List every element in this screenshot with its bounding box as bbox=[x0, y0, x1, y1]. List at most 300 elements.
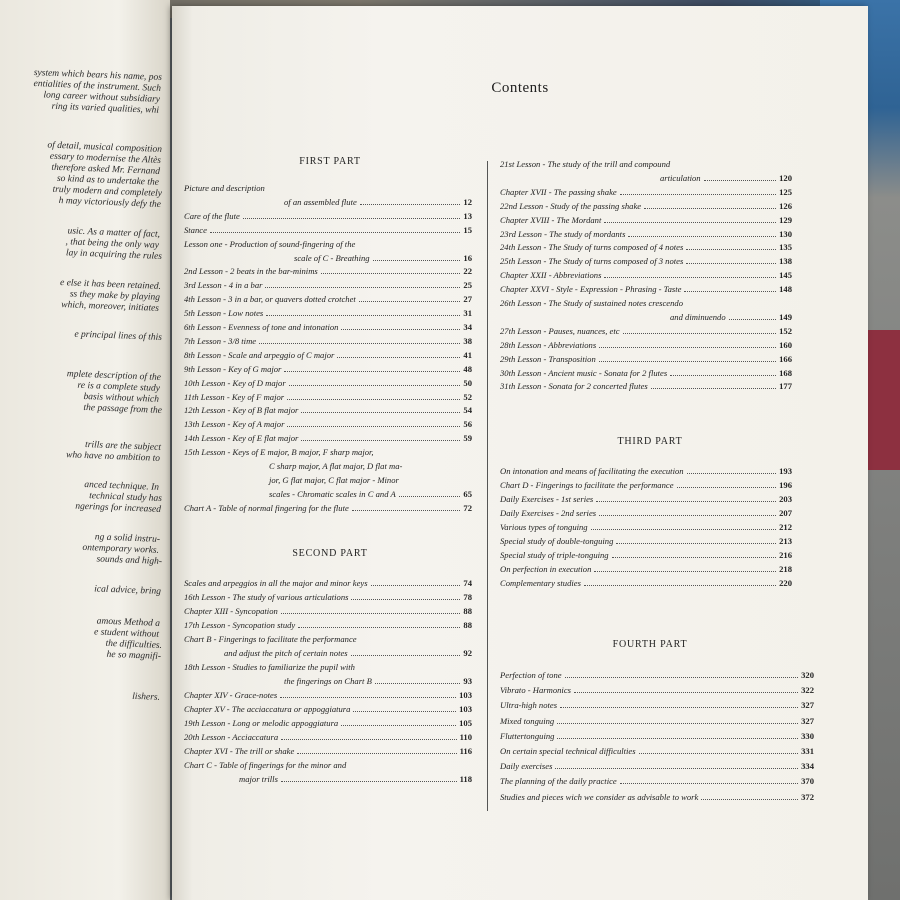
toc-leader-dots bbox=[701, 799, 798, 800]
toc-entry-title: Chart D - Fingerings to facilitate the performance bbox=[500, 480, 674, 490]
toc-entry-title: 31th Lesson - Sonata for 2 concerted flutes bbox=[500, 381, 648, 392]
toc-entry-title: 18th Lesson - Studies to familiarize the pupil with bbox=[184, 662, 355, 672]
toc-entry-title: 28th Lesson - Abbreviations bbox=[500, 339, 597, 350]
toc-entry-title: Special study of triple-tonguing bbox=[500, 550, 609, 560]
toc-entry bbox=[184, 578, 472, 591]
toc-leader-dots bbox=[321, 273, 461, 274]
toc-entry bbox=[284, 676, 472, 689]
toc-entry-page: 370 bbox=[801, 776, 814, 787]
toc-entry-page: 322 bbox=[801, 685, 814, 696]
toc-entry-title: Daily Exercises - 1st series bbox=[500, 494, 594, 504]
toc-entry-title: Lesson one - Production of sound-fingering of the bbox=[184, 238, 356, 249]
toc-entry-title: articulation bbox=[660, 172, 701, 183]
toc-entry-page: 331 bbox=[801, 746, 814, 756]
toc-entry-title: 5th Lesson - Low notes bbox=[184, 308, 264, 319]
toc-entry bbox=[660, 173, 792, 186]
toc-entry-title: scales - Chromatic scales in C and A bbox=[269, 488, 396, 499]
toc-leader-dots bbox=[620, 783, 798, 784]
toc-entry-title: 26th Lesson - The Study of sustained notes crescendo bbox=[500, 298, 683, 308]
toc-leader-dots bbox=[628, 236, 776, 237]
toc-entry bbox=[184, 704, 472, 717]
toc-entry bbox=[184, 294, 472, 307]
toc-entry bbox=[500, 700, 814, 713]
toc-entry-title: 25th Lesson - The Study of turns composed of 3 notes bbox=[500, 256, 684, 267]
left-page-line: ontemporary works. bbox=[82, 542, 160, 556]
toc-leader-dots bbox=[704, 180, 777, 181]
toc-entry-title: Chapter XVI - The trill or shake bbox=[184, 746, 295, 756]
fourth-part-heading: FOURTH PART bbox=[612, 639, 688, 650]
toc-entry-page: 177 bbox=[779, 381, 792, 392]
toc-entry-page: 12 bbox=[463, 196, 472, 207]
toc-entry bbox=[500, 746, 814, 759]
toc-entry-title: 10th Lesson - Key of D major bbox=[184, 377, 286, 388]
toc-leader-dots bbox=[584, 585, 776, 586]
toc-entry-page: 320 bbox=[801, 670, 814, 680]
toc-entry-page: 129 bbox=[779, 214, 792, 225]
toc-entry-page: 54 bbox=[463, 405, 472, 416]
toc-entry-page: 116 bbox=[459, 746, 472, 756]
toc-leader-dots bbox=[623, 333, 777, 334]
column-divider bbox=[487, 161, 488, 811]
toc-leader-dots bbox=[297, 753, 456, 754]
toc-entry-title: Chapter XXII - Abbreviations bbox=[500, 270, 602, 281]
toc-entry-title: Chart B - Fingerings to facilitate the performance bbox=[184, 634, 357, 644]
toc-leader-dots bbox=[686, 249, 776, 250]
toc-leader-dots bbox=[687, 473, 777, 474]
toc-leader-dots bbox=[287, 426, 460, 427]
left-page-line: e principal lines of this bbox=[74, 329, 163, 343]
toc-entry-page: 160 bbox=[779, 339, 792, 350]
toc-entry-title: Chapter XVIII - The Mordant bbox=[500, 214, 602, 225]
toc-entry bbox=[500, 776, 814, 789]
toc-entry-title: 2nd Lesson - 2 beats in the bar-minims bbox=[184, 266, 318, 277]
toc-entry-title: 29th Lesson - Transposition bbox=[500, 353, 596, 364]
toc-entry bbox=[184, 620, 472, 633]
toc-entry-title: Perfection of tone bbox=[500, 670, 562, 680]
left-page-line: e else it has been retained. bbox=[59, 278, 162, 292]
toc-entry-title: Vibrato - Harmonics bbox=[500, 685, 571, 696]
toc-entry-title: 9th Lesson - Key of G major bbox=[184, 363, 282, 374]
toc-entry bbox=[184, 350, 472, 363]
toc-leader-dots bbox=[351, 655, 461, 656]
toc-entry-title: major trills bbox=[239, 774, 278, 784]
toc-entry-title: 16th Lesson - The study of various articulations bbox=[184, 592, 349, 602]
toc-entry bbox=[184, 308, 472, 321]
toc-entry-page: 120 bbox=[779, 172, 792, 183]
toc-entry-title: C sharp major, A flat major, D flat ma- bbox=[269, 461, 403, 471]
toc-entry bbox=[184, 634, 472, 647]
toc-entry-title: Chapter XIV - Grace-notes bbox=[184, 690, 278, 700]
second-part-heading: SECOND PART bbox=[292, 548, 368, 559]
toc-entry-page: 92 bbox=[463, 648, 472, 658]
toc-entry-title: scale of C - Breathing bbox=[294, 252, 370, 263]
left-page-line: ss they make by playing bbox=[69, 289, 161, 303]
left-page-line: ring its varied qualities, whi bbox=[51, 101, 160, 116]
toc-leader-dots bbox=[686, 263, 776, 264]
toc-leader-dots bbox=[596, 501, 776, 502]
toc-entry bbox=[269, 475, 472, 488]
toc-leader-dots bbox=[594, 571, 776, 572]
left-page-line: technical study has bbox=[88, 491, 163, 504]
toc-leader-dots bbox=[301, 412, 460, 413]
toc-entry-title: Chart A - Table of normal fingering for the flute bbox=[184, 502, 349, 513]
toc-entry-title: Ultra-high notes bbox=[500, 700, 558, 711]
toc-entry bbox=[284, 197, 472, 210]
toc-leader-dots bbox=[375, 683, 461, 684]
left-page-line: so kind as to undertake the bbox=[56, 173, 160, 188]
toc-entry bbox=[184, 732, 472, 745]
left-page-line: essary to modernise the Altès bbox=[49, 151, 162, 166]
contents-page bbox=[172, 6, 868, 900]
toc-entry-title: and diminuendo bbox=[670, 311, 726, 322]
toc-entry bbox=[500, 716, 814, 729]
toc-entry bbox=[294, 253, 472, 266]
left-page-line: re is a complete study bbox=[77, 380, 161, 394]
toc-entry-page: 145 bbox=[779, 270, 792, 281]
toc-entry-title: 7th Lesson - 3/8 time bbox=[184, 335, 257, 346]
toc-leader-dots bbox=[399, 496, 461, 497]
toc-entry bbox=[184, 718, 472, 731]
toc-entry-page: 218 bbox=[779, 564, 792, 574]
toc-leader-dots bbox=[555, 768, 798, 769]
toc-entry-title: jor, G flat major, C flat major - Minor bbox=[269, 474, 399, 485]
toc-entry-title: Various types of tonguing bbox=[500, 522, 588, 532]
left-page-line: sounds and high- bbox=[96, 554, 163, 567]
toc-entry bbox=[500, 466, 792, 479]
toc-leader-dots bbox=[341, 329, 460, 330]
toc-leader-dots bbox=[620, 194, 776, 195]
toc-entry bbox=[239, 774, 472, 787]
toc-entry-page: 74 bbox=[463, 578, 472, 588]
toc-leader-dots bbox=[557, 723, 798, 724]
left-page-line: truly modern and completely bbox=[52, 184, 163, 199]
left-page-line: usic. As a matter of fact, bbox=[67, 226, 161, 240]
toc-leader-dots bbox=[557, 738, 798, 739]
toc-entry-page: 93 bbox=[463, 676, 472, 686]
toc-entry bbox=[184, 760, 472, 773]
toc-entry-title: Complementary studies bbox=[500, 578, 581, 588]
left-page-line: ngerings for increased bbox=[75, 501, 162, 515]
left-page-line: he so magnifi- bbox=[106, 649, 162, 662]
toc-entry bbox=[184, 364, 472, 377]
toc-entry-title: 21st Lesson - The study of the trill and compound bbox=[500, 159, 671, 169]
toc-leader-dots bbox=[639, 753, 799, 754]
toc-entry-page: 126 bbox=[779, 200, 792, 211]
toc-entry bbox=[500, 522, 792, 535]
toc-entry-page: 78 bbox=[463, 592, 472, 602]
left-page-line: system which bears his name, pos bbox=[33, 68, 163, 83]
toc-entry bbox=[500, 761, 814, 774]
toc-entry bbox=[184, 378, 472, 391]
toc-leader-dots bbox=[243, 218, 461, 219]
toc-entry bbox=[500, 159, 792, 172]
toc-entry bbox=[184, 239, 472, 252]
toc-entry-page: 125 bbox=[779, 186, 792, 197]
left-page-line: who have no ambition to bbox=[65, 450, 161, 464]
page-title: Contents bbox=[491, 80, 549, 96]
toc-entry-page: 216 bbox=[779, 550, 792, 560]
toc-leader-dots bbox=[341, 725, 456, 726]
toc-entry-title: the fingerings on Chart B bbox=[284, 676, 372, 686]
toc-entry-title: Daily Exercises - 2nd series bbox=[500, 508, 597, 518]
toc-entry-page: 148 bbox=[779, 284, 792, 295]
left-page-line: basis without which bbox=[83, 391, 160, 405]
toc-leader-dots bbox=[298, 627, 460, 628]
toc-leader-dots bbox=[359, 301, 461, 302]
toc-entry-page: 213 bbox=[779, 536, 792, 546]
toc-entry bbox=[184, 280, 472, 293]
left-page-line: ng a solid instru- bbox=[94, 532, 161, 545]
toc-entry-page: 196 bbox=[779, 480, 792, 490]
toc-entry-title: Chart C - Table of fingerings for the minor and bbox=[184, 760, 347, 770]
toc-entry-page: 50 bbox=[463, 377, 472, 388]
toc-entry bbox=[269, 489, 472, 502]
toc-entry-page: 72 bbox=[463, 502, 472, 513]
toc-entry bbox=[500, 201, 792, 214]
toc-leader-dots bbox=[373, 260, 461, 261]
toc-entry-title: of an assembled flute bbox=[284, 196, 357, 207]
toc-entry bbox=[500, 368, 792, 381]
left-page-line: of detail, musical composition bbox=[47, 140, 163, 155]
toc-entry bbox=[184, 183, 472, 196]
toc-entry bbox=[500, 731, 814, 744]
toc-entry-title: Chapter XIII - Syncopation bbox=[184, 606, 278, 616]
toc-entry bbox=[184, 592, 472, 605]
toc-entry-title: 24th Lesson - The Study of turns composed of 4 notes bbox=[500, 242, 684, 253]
toc-entry-page: 25 bbox=[463, 280, 472, 291]
toc-entry-page: 15 bbox=[463, 224, 472, 235]
toc-leader-dots bbox=[729, 319, 776, 320]
toc-entry bbox=[184, 405, 472, 418]
toc-entry bbox=[500, 284, 792, 297]
left-page-line: therefore asked Mr. Fernand bbox=[51, 162, 161, 177]
toc-entry-page: 103 bbox=[459, 704, 472, 714]
left-page-line: mplete description of the bbox=[66, 369, 162, 383]
third-part-heading: THIRD PART bbox=[617, 436, 683, 447]
toc-entry-title: and adjust the pitch of certain notes bbox=[224, 648, 348, 658]
toc-entry-page: 52 bbox=[463, 391, 472, 402]
toc-entry bbox=[224, 648, 472, 661]
toc-entry bbox=[184, 225, 472, 238]
toc-leader-dots bbox=[351, 599, 460, 600]
toc-entry bbox=[500, 298, 792, 311]
toc-entry-page: 130 bbox=[779, 228, 792, 239]
toc-entry-title: 27th Lesson - Pauses, nuances, etc bbox=[500, 325, 620, 336]
toc-entry bbox=[500, 187, 792, 200]
toc-entry bbox=[184, 690, 472, 703]
toc-entry bbox=[184, 606, 472, 619]
toc-entry-title: Care of the flute bbox=[184, 210, 240, 221]
toc-entry-page: 31 bbox=[463, 308, 472, 319]
toc-entry-title: Fluttertonguing bbox=[500, 730, 555, 741]
toc-leader-dots bbox=[591, 529, 777, 530]
toc-entry bbox=[500, 215, 792, 228]
toc-entry-page: 135 bbox=[779, 242, 792, 253]
toc-leader-dots bbox=[604, 222, 776, 223]
toc-entry-title: 13th Lesson - Key of A major bbox=[184, 419, 285, 430]
toc-entry-page: 138 bbox=[779, 256, 792, 267]
toc-leader-dots bbox=[353, 711, 456, 712]
toc-entry-title: 14th Lesson - Key of E flat major bbox=[184, 433, 299, 444]
toc-leader-dots bbox=[599, 347, 776, 348]
toc-entry bbox=[184, 322, 472, 335]
toc-entry-page: 220 bbox=[779, 578, 792, 588]
left-page-line: , that being the only way bbox=[65, 237, 160, 251]
toc-entry-page: 103 bbox=[459, 690, 472, 700]
toc-entry bbox=[184, 662, 472, 675]
left-page-line: long career without subsidiary bbox=[43, 90, 161, 105]
left-page-line: the passage from the bbox=[83, 402, 163, 416]
toc-entry-title: Scales and arpeggios in all the major and minor keys bbox=[184, 578, 368, 588]
toc-entry bbox=[184, 447, 472, 460]
toc-entry-page: 334 bbox=[801, 761, 814, 772]
toc-entry bbox=[500, 256, 792, 269]
toc-entry-title: 4th Lesson - 3 in a bar, or quavers dotted crotchet bbox=[184, 294, 356, 305]
toc-entry bbox=[184, 392, 472, 405]
toc-entry-title: On certain special technical difficulties bbox=[500, 746, 636, 756]
left-page-line: h may victoriously defy the bbox=[58, 195, 162, 210]
toc-leader-dots bbox=[599, 515, 776, 516]
toc-entry bbox=[500, 508, 792, 521]
toc-entry bbox=[500, 670, 814, 683]
toc-entry bbox=[184, 746, 472, 759]
toc-leader-dots bbox=[265, 287, 460, 288]
toc-entry-title: 8th Lesson - Scale and arpeggio of C major bbox=[184, 349, 335, 360]
toc-entry-page: 38 bbox=[463, 335, 472, 346]
toc-leader-dots bbox=[560, 707, 798, 708]
toc-entry-title: Studies and pieces wich we consider as advisable to work bbox=[500, 791, 699, 802]
toc-leader-dots bbox=[352, 510, 461, 511]
toc-entry-page: 168 bbox=[779, 367, 792, 378]
left-page-line: lay in acquiring the rules bbox=[65, 248, 163, 262]
toc-entry-title: Mixed tonguing bbox=[500, 715, 555, 726]
toc-leader-dots bbox=[210, 232, 460, 233]
toc-entry-title: 15th Lesson - Keys of E major, B major, F sharp major, bbox=[184, 447, 374, 458]
toc-leader-dots bbox=[670, 375, 776, 376]
toc-entry-page: 203 bbox=[779, 494, 792, 504]
left-page-line: amous Method a bbox=[96, 616, 161, 629]
toc-entry bbox=[500, 381, 792, 394]
toc-leader-dots bbox=[371, 585, 461, 586]
toc-entry-page: 65 bbox=[463, 488, 472, 499]
toc-entry-title: On perfection in execution bbox=[500, 564, 592, 574]
toc-entry bbox=[500, 480, 792, 493]
left-page-line: the difficulties. bbox=[105, 638, 163, 651]
toc-entry bbox=[184, 433, 472, 446]
toc-entry-page: 56 bbox=[463, 419, 472, 430]
toc-entry-page: 27 bbox=[463, 294, 472, 305]
toc-entry-page: 118 bbox=[459, 774, 472, 784]
toc-leader-dots bbox=[360, 204, 461, 205]
toc-entry-page: 105 bbox=[459, 718, 472, 728]
left-page-line: lishers. bbox=[132, 691, 161, 703]
toc-entry-page: 34 bbox=[463, 322, 472, 332]
toc-leader-dots bbox=[259, 343, 460, 344]
toc-entry bbox=[500, 270, 792, 283]
toc-entry-page: 152 bbox=[779, 325, 792, 336]
toc-entry bbox=[500, 550, 792, 563]
toc-entry-page: 330 bbox=[801, 730, 814, 741]
toc-leader-dots bbox=[604, 277, 776, 278]
toc-entry-page: 166 bbox=[779, 353, 792, 364]
toc-entry-page: 48 bbox=[463, 363, 472, 374]
toc-entry-title: Chapter XXVI - Style - Expression - Phrasing - Taste bbox=[500, 284, 682, 295]
toc-leader-dots bbox=[266, 315, 460, 316]
toc-entry-page: 372 bbox=[801, 791, 814, 802]
toc-leader-dots bbox=[281, 781, 457, 782]
toc-entry-title: On intonation and means of facilitating the execution bbox=[500, 466, 684, 476]
toc-entry-title: 20th Lesson - Acciaccatura bbox=[184, 732, 279, 742]
toc-entry-title: Chapter XV - The acciaccatura or appoggiatura bbox=[184, 704, 351, 714]
toc-entry-page: 110 bbox=[459, 732, 472, 742]
toc-entry-page: 13 bbox=[463, 210, 472, 221]
left-page-line: which, moreover, initiates bbox=[61, 300, 160, 314]
toc-leader-dots bbox=[289, 385, 461, 386]
toc-entry-page: 327 bbox=[801, 700, 814, 711]
left-page-line: entialities of the instrument. Such bbox=[33, 79, 162, 94]
toc-entry-title: Special study of double-tonguing bbox=[500, 536, 614, 546]
toc-entry bbox=[500, 340, 792, 353]
toc-entry-title: 19th Lesson - Long or melodic appoggiatura bbox=[184, 718, 339, 728]
toc-leader-dots bbox=[281, 739, 456, 740]
toc-entry-page: 212 bbox=[779, 522, 792, 532]
toc-leader-dots bbox=[644, 208, 776, 209]
toc-entry bbox=[500, 792, 814, 805]
toc-leader-dots bbox=[301, 440, 460, 441]
left-page-line: e student without bbox=[93, 627, 160, 640]
left-page-line: ical advice, bring bbox=[94, 584, 162, 597]
toc-entry bbox=[184, 266, 472, 279]
toc-entry bbox=[500, 242, 792, 255]
toc-entry-page: 193 bbox=[779, 466, 792, 476]
toc-leader-dots bbox=[651, 388, 776, 389]
toc-entry bbox=[269, 461, 472, 474]
toc-leader-dots bbox=[281, 613, 461, 614]
first-part-heading: FIRST PART bbox=[299, 156, 361, 167]
left-page bbox=[0, 0, 170, 900]
toc-leader-dots bbox=[612, 557, 777, 558]
toc-entry-title: 12th Lesson - Key of B flat major bbox=[184, 405, 299, 416]
toc-entry bbox=[500, 354, 792, 367]
toc-leader-dots bbox=[684, 291, 776, 292]
toc-entry-title: Daily exercises bbox=[500, 761, 553, 772]
toc-entry bbox=[184, 211, 472, 224]
toc-entry-title: 11th Lesson - Key of F major bbox=[184, 391, 285, 402]
toc-entry-page: 149 bbox=[779, 311, 792, 322]
toc-entry-title: Picture and description bbox=[184, 183, 265, 193]
toc-leader-dots bbox=[287, 399, 460, 400]
toc-leader-dots bbox=[616, 543, 776, 544]
toc-entry-title: 30th Lesson - Ancient music - Sonata for 2 flutes bbox=[500, 367, 668, 378]
toc-entry bbox=[500, 578, 792, 591]
toc-entry-page: 41 bbox=[463, 349, 472, 360]
toc-entry-title: The planning of the daily practice bbox=[500, 776, 617, 787]
toc-leader-dots bbox=[574, 692, 798, 693]
toc-leader-dots bbox=[280, 697, 456, 698]
left-page-line: anced technique. In bbox=[84, 479, 160, 493]
toc-entry-title: 3rd Lesson - 4 in a bar bbox=[184, 280, 263, 291]
toc-entry-title: Chapter XVII - The passing shake bbox=[500, 186, 617, 197]
toc-entry-page: 327 bbox=[801, 715, 814, 726]
toc-entry-page: 88 bbox=[463, 606, 472, 616]
toc-entry-page: 59 bbox=[463, 433, 472, 444]
toc-entry bbox=[500, 326, 792, 339]
toc-entry bbox=[184, 419, 472, 432]
toc-leader-dots bbox=[599, 361, 776, 362]
toc-entry bbox=[500, 536, 792, 549]
toc-entry bbox=[184, 336, 472, 349]
toc-leader-dots bbox=[337, 357, 460, 358]
